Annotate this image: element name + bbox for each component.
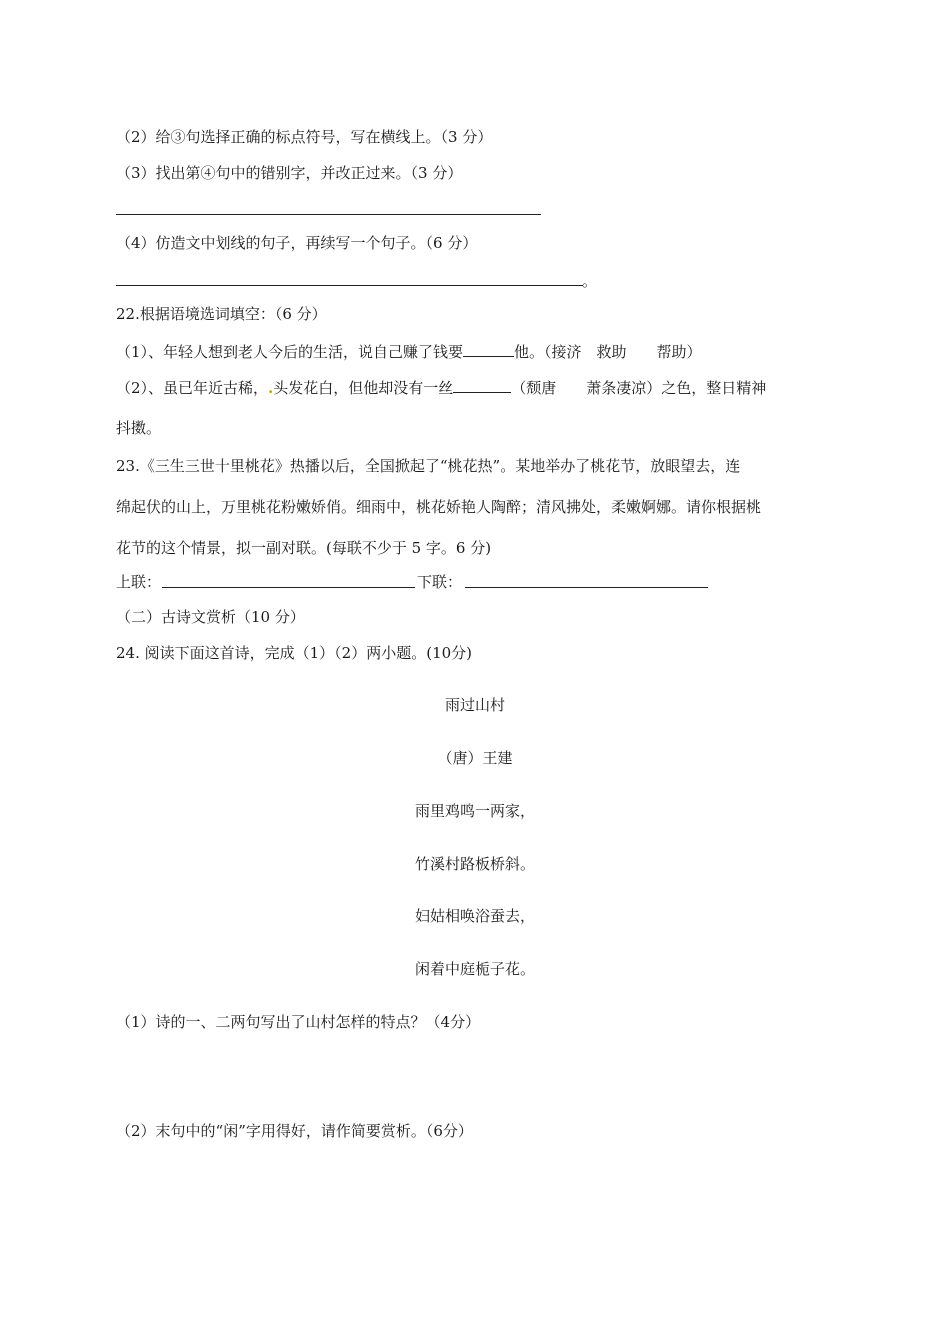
question-22-title: 22.根据语境选词填空：（6 分） xyxy=(116,305,327,323)
question-22-1 xyxy=(116,340,702,362)
question-24-2: （2）末句中的“闲”字用得好，请作简要赏析。（6分） xyxy=(116,1122,473,1140)
poem-line-1: 雨里鸡鸣一两家， xyxy=(414,802,535,820)
answer-line-21-4-period: 。 xyxy=(582,272,598,290)
blank-22-1[interactable] xyxy=(463,340,514,357)
question-24-1: （1）诗的一、二两句写出了山村怎样的特点？（4分） xyxy=(116,1013,481,1031)
question-21-2: （2）给③句选择正确的标点符号，写在横线上。（3 分） xyxy=(116,128,493,146)
question-21-3: （3）找出第④句中的错别字，并改正过来。（3 分） xyxy=(116,164,463,182)
question-22-2-cont: 抖擞。 xyxy=(116,419,162,437)
poem-author: （唐）王建 xyxy=(437,749,513,767)
stray-mark: . xyxy=(268,379,274,397)
question-22-2-text-a: （2）、虽已年近古稀， xyxy=(116,379,269,397)
poem-line-3: 妇姑相唤浴蚕去， xyxy=(414,907,535,925)
poem-line-2: 竹溪村路板桥斜。 xyxy=(414,855,535,873)
couplet-upper-answer-line[interactable] xyxy=(162,587,415,588)
question-22-1-text-b: 他。（接济 救助 帮助） xyxy=(514,343,702,361)
question-22-1-text-a: （1）、年轻人想到老人今后的生活，说自己赚了钱要 xyxy=(116,343,464,361)
question-23-line2: 绵起伏的山上，万里桃花粉嫩娇俏。细雨中，桃花娇艳人陶醉；清风拂处，柔嫩婀娜。请你根据桃 xyxy=(116,498,762,516)
question-23-line3: 花节的这个情景，拟一副对联。(每联不少于 5 字。6 分) xyxy=(116,539,492,557)
question-23-line1: 23.《三生三世十里桃花》热播以后，全国掀起了“桃花热”。某地举办了桃花节，放眼望去，连 xyxy=(116,457,741,475)
couplet-lower-answer-line[interactable] xyxy=(465,587,708,588)
poem-title: 雨过山村 xyxy=(444,696,505,714)
question-22-2-text-b: 头发花白，但他却没有一丝 xyxy=(273,379,454,397)
question-21-4: （4）仿造文中划线的句子，再续写一个句子。（6 分） xyxy=(116,234,478,252)
blank-22-2[interactable] xyxy=(453,376,511,393)
question-22-2 xyxy=(116,376,766,398)
question-22-2-text-c: （颓唐 萧条凄凉）之色，整日精神 xyxy=(511,379,767,397)
couplet-upper-label: 上联： xyxy=(116,573,162,591)
section-ancient-poetry: （二）古诗文赏析（10 分） xyxy=(116,608,305,626)
couplet-lower-label: 下联： xyxy=(417,573,463,591)
answer-line-21-4[interactable] xyxy=(116,285,583,286)
poem-line-4: 闲着中庭栀子花。 xyxy=(414,960,535,978)
question-24: 24. 阅读下面这首诗，完成（1）（2）两小题。(10分) xyxy=(116,644,473,662)
answer-line-21-3[interactable] xyxy=(116,214,541,215)
